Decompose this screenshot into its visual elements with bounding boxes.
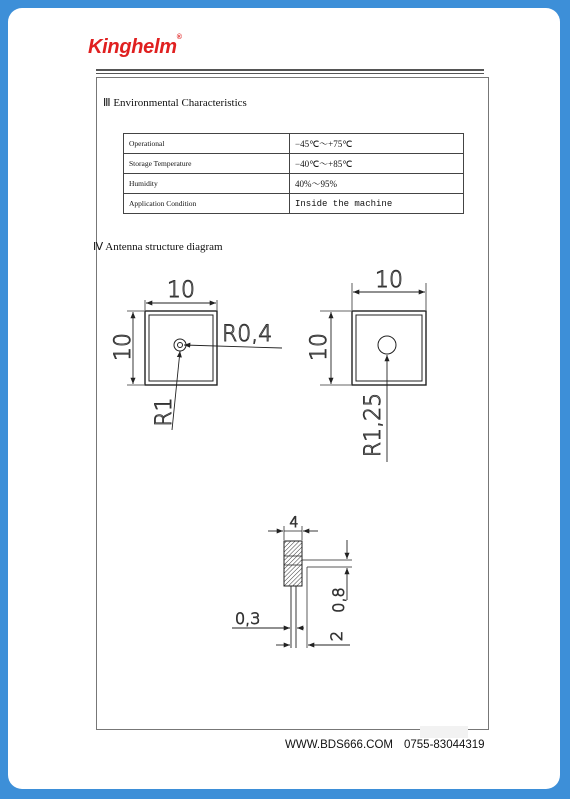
- left-patch-inner: [149, 315, 213, 381]
- left-feed-hole: [178, 343, 183, 348]
- table-cell-label: Humidity: [124, 174, 290, 194]
- side-height-dim-label: 0,8: [329, 587, 348, 613]
- right-patch-inner: [356, 315, 422, 381]
- registered-mark: ®: [176, 34, 182, 41]
- right-feed-hole: [378, 336, 396, 354]
- left-corner-radius-label: R1: [152, 397, 177, 427]
- left-side-dim-label: 10: [111, 333, 136, 361]
- section-4-title: Ⅳ Antenna structure diagram: [93, 241, 223, 253]
- left-patch-outer: [145, 311, 217, 385]
- table-cell-label: Storage Temperature: [124, 154, 290, 174]
- table-cell-value: Inside the machine: [290, 194, 464, 214]
- section-3-title: Ⅲ Environmental Characteristics: [103, 97, 247, 109]
- table-cell-value: −45℃～+75℃: [290, 134, 464, 154]
- ceramic-body-hatched: [284, 541, 302, 586]
- side-width-dim-label: 4: [289, 515, 299, 531]
- right-hole-radius-label: R1,25: [361, 392, 386, 458]
- table-cell-value: 40%～95%: [290, 174, 464, 194]
- right-patch-outer: [352, 311, 426, 385]
- right-side-dim-label: 10: [307, 333, 332, 361]
- table-cell-label: Operational: [124, 134, 290, 154]
- side-view: [232, 515, 352, 648]
- side-bottom-dim-label: 2: [327, 630, 346, 642]
- left-top-dim-label: 10: [167, 278, 195, 303]
- brand-name: Kinghelm: [88, 36, 177, 58]
- right-patch-view: [307, 268, 426, 462]
- table-cell-value: −40℃～+85℃: [290, 154, 464, 174]
- left-patch-view: [111, 278, 282, 430]
- table-cell-label: Application Condition: [124, 194, 290, 214]
- left-hole-radius-label: R0,4: [222, 322, 273, 347]
- right-top-dim-label: 10: [375, 268, 403, 293]
- footer-website: WWW.BDS666.COM: [285, 739, 393, 751]
- side-offset-dim-label: 0,3: [235, 609, 261, 628]
- footer-phone: 0755-83044319: [404, 739, 485, 751]
